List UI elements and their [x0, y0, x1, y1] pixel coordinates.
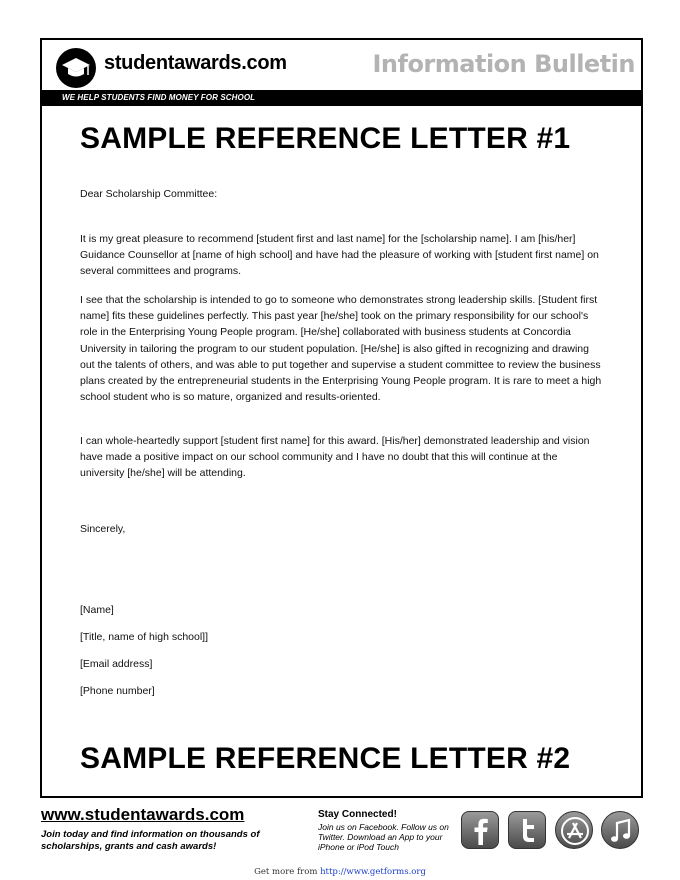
letter-paragraph: I can whole-heartedly support [student first name] for this award. [His/her] demonstrated leadership and vision have made a positive impact on our school community and I have no doubt that this will continue at the university [he/she] will be attending. [80, 435, 590, 480]
facebook-icon[interactable] [461, 811, 499, 849]
letter-paragraph: I see that the scholarship is intended to go to someone who demonstrates strong leadership skills. [Student first name] fits these guidelines perfectly. This past year [he/she] took on the primary responsibility for our school's role in the Enterprising Young People program. [He/she] collaborated with business students at Concordia University in tailoring the program to our student population. [He/she] is also gifted in recognizing and drawing out the talents of others, and was able to put together and supervise a student committee to review the business plans created by the entrepreneurial students in the Enterprising Young People program. It is rare to meet a high school student who is so mature, organized and results-oriented. [80, 294, 602, 404]
footer-website-link[interactable]: www.studentawards.com [41, 805, 245, 824]
letter-2-title: SAMPLE REFERENCE LETTER #2 [80, 742, 571, 775]
signature-title: [Title, name of high school]] [80, 631, 209, 643]
signature-name: [Name] [80, 604, 114, 616]
getforms-prefix: Get more from [254, 867, 321, 877]
stay-connected-heading: Stay Connected! [318, 809, 397, 820]
footer-join-text: Join today and find information on thousands of scholarships, grants and cash awards! [41, 829, 260, 852]
getforms-footer [0, 867, 680, 877]
brand-name: studentawards.com [104, 52, 287, 74]
tagline: WE HELP STUDENTS FIND MONEY FOR SCHOOL [62, 93, 256, 102]
header [42, 40, 641, 102]
getforms-link[interactable]: http://www.getforms.org [320, 867, 426, 877]
salutation: Dear Scholarship Committee: [80, 188, 218, 200]
bulletin-frame [40, 38, 643, 798]
app-store-icon[interactable] [555, 811, 593, 849]
signature-phone: [Phone number] [80, 685, 155, 697]
tagline-bar [42, 90, 641, 106]
itunes-icon[interactable] [601, 811, 639, 849]
letter-1-title: SAMPLE REFERENCE LETTER #1 [80, 122, 571, 155]
signature-email: [Email address] [80, 658, 153, 670]
twitter-icon[interactable] [508, 811, 546, 849]
stay-connected-text: Join us on Facebook. Follow us on Twitter. Download an App to your iPhone or iPod Touch [318, 822, 449, 852]
letter-paragraph: It is my great pleasure to recommend [student first and last name] for the [scholarship name]. I am [his/her] Guidance Counsellor at [name of high school] and have had the pleasure of working with [student first name] on several committees and programs. [80, 233, 599, 278]
information-bulletin-title: Information Bulletin [372, 50, 635, 78]
footer [0, 800, 680, 860]
closing: Sincerely, [80, 523, 126, 535]
graduation-cap-logo-icon [56, 48, 96, 88]
